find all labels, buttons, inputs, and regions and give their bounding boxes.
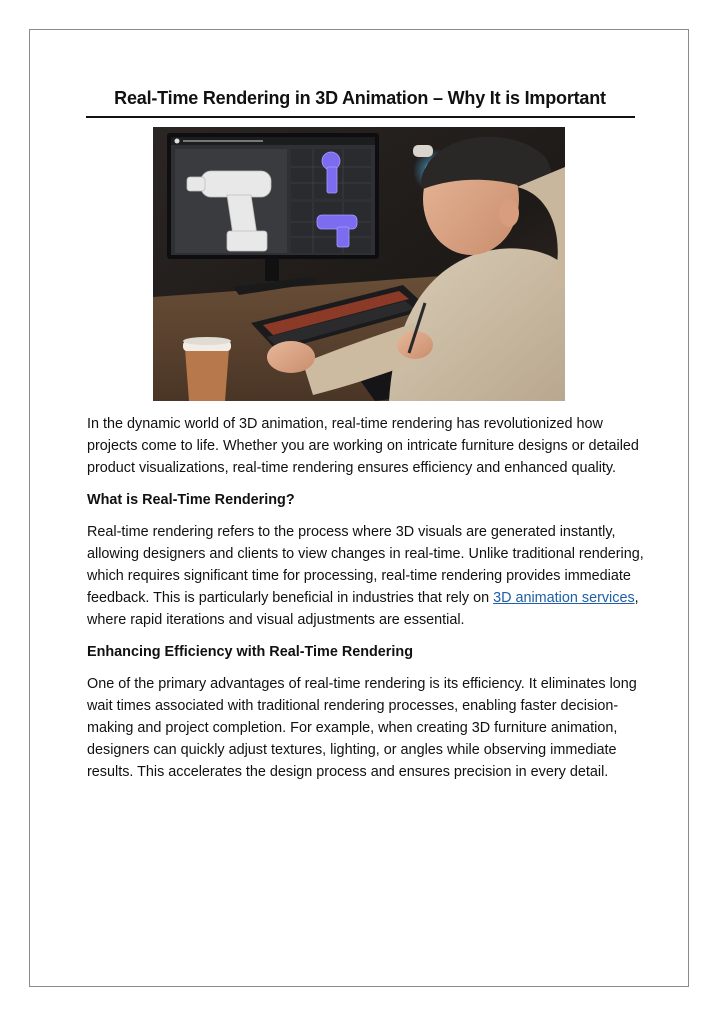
3d-animation-services-link[interactable]: 3D animation services — [493, 590, 635, 606]
intro-paragraph: In the dynamic world of 3D animation, real-time rendering has revolutionized how projects come to life. Whether you are working on intricate furniture designs or detailed product visualizations, real-time rendering ensures efficiency and enhanced quality. — [87, 416, 639, 476]
definition-text-after-link: , where rapid iterations and visual adjustments are essential. — [87, 590, 639, 628]
hero-photo-3d-modeling-workstation — [153, 127, 565, 401]
definition-text-before-link: Real-time rendering refers to the process where 3D visuals are generated instantly, allowing designers and clients to view changes in real-time. Unlike traditional rendering, which requires significant time for processing, real-time rendering provides immediate feedback. This is particularly beneficial in industries that rely on — [87, 524, 644, 606]
document-title: Real-Time Rendering in 3D Animation – Why It is Important — [114, 88, 606, 108]
heading-enhancing-efficiency: Enhancing Efficiency with Real-Time Rendering — [87, 644, 413, 660]
definition-paragraph — [87, 521, 647, 631]
efficiency-paragraph: One of the primary advantages of real-time rendering is its efficiency. It eliminates long wait times associated with traditional rendering processes, enabling faster decision-making and project completion. For example, when creating 3D furniture animation, designers can quickly adjust textures, lighting, or angles while observing immediate results. This accelerates the design process and ensures precision in every detail. — [87, 676, 637, 780]
hero-image — [153, 127, 565, 401]
article-body — [87, 413, 647, 793]
heading-what-is-rtr: What is Real-Time Rendering? — [87, 492, 295, 508]
title-underline — [86, 116, 635, 118]
